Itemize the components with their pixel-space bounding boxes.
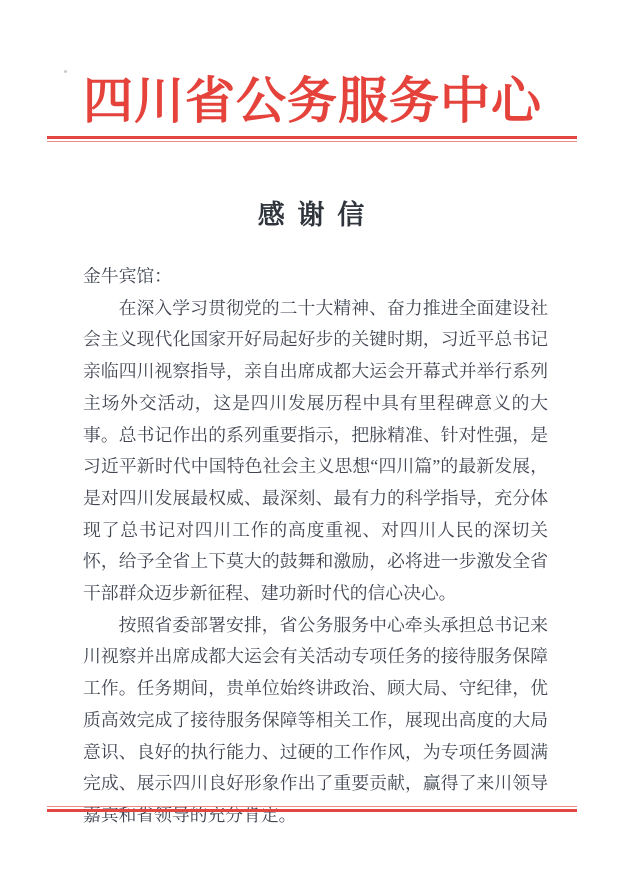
letter-salutation: 金牛宾馆： (83, 266, 172, 286)
letterhead-org-name: 四川省公务服务中心 (83, 73, 542, 129)
footer-divider-line (47, 806, 577, 812)
letter-paragraph-2: 按照省委部署安排，省公务服务中心牵头承担总书记来川视察并出席成都大运会有关活动专项任务的接待服务保障工作。任务期间，贵单位始终讲政治、顾大局、守纪律，优质高效完成了接待服务保障等相关工作，展现出高度的大局意识、良好的执行能力、过硬的工作作风，为专项任务圆满完成、展示四川良好形象作出了重要贡献，赢得了来川领导嘉宾和省领导的充分肯定。 (83, 614, 548, 825)
letter-body (83, 261, 548, 832)
letterhead-divider-line (47, 136, 577, 142)
letter-paragraph-1: 在深入学习贯彻党的二十大精神、奋力推进全面建设社会主义现代化国家开好局起好步的关键时期，习近平总书记亲临四川视察指导，亲自出席成都大运会开幕式并举行系列主场外交活动，这是四川发展历程中具有里程碑意义的大事。总书记作出的系列重要指示，把脉精准、针对性强，是习近平新时代中国特色社会主义思想“四川篇”的最新发展，是对四川发展最权威、最深刻、最有力的科学指导，充分体现了总书记对四川工作的高度重视、对四川人民的深切关怀，给予全省上下莫大的鼓舞和激励，必将进一步激发全省干部群众迈步新征程、建功新时代的信心决心。 (83, 297, 548, 604)
scan-artifact-speck (64, 70, 67, 73)
letter-title: 感 谢 信 (257, 200, 368, 230)
